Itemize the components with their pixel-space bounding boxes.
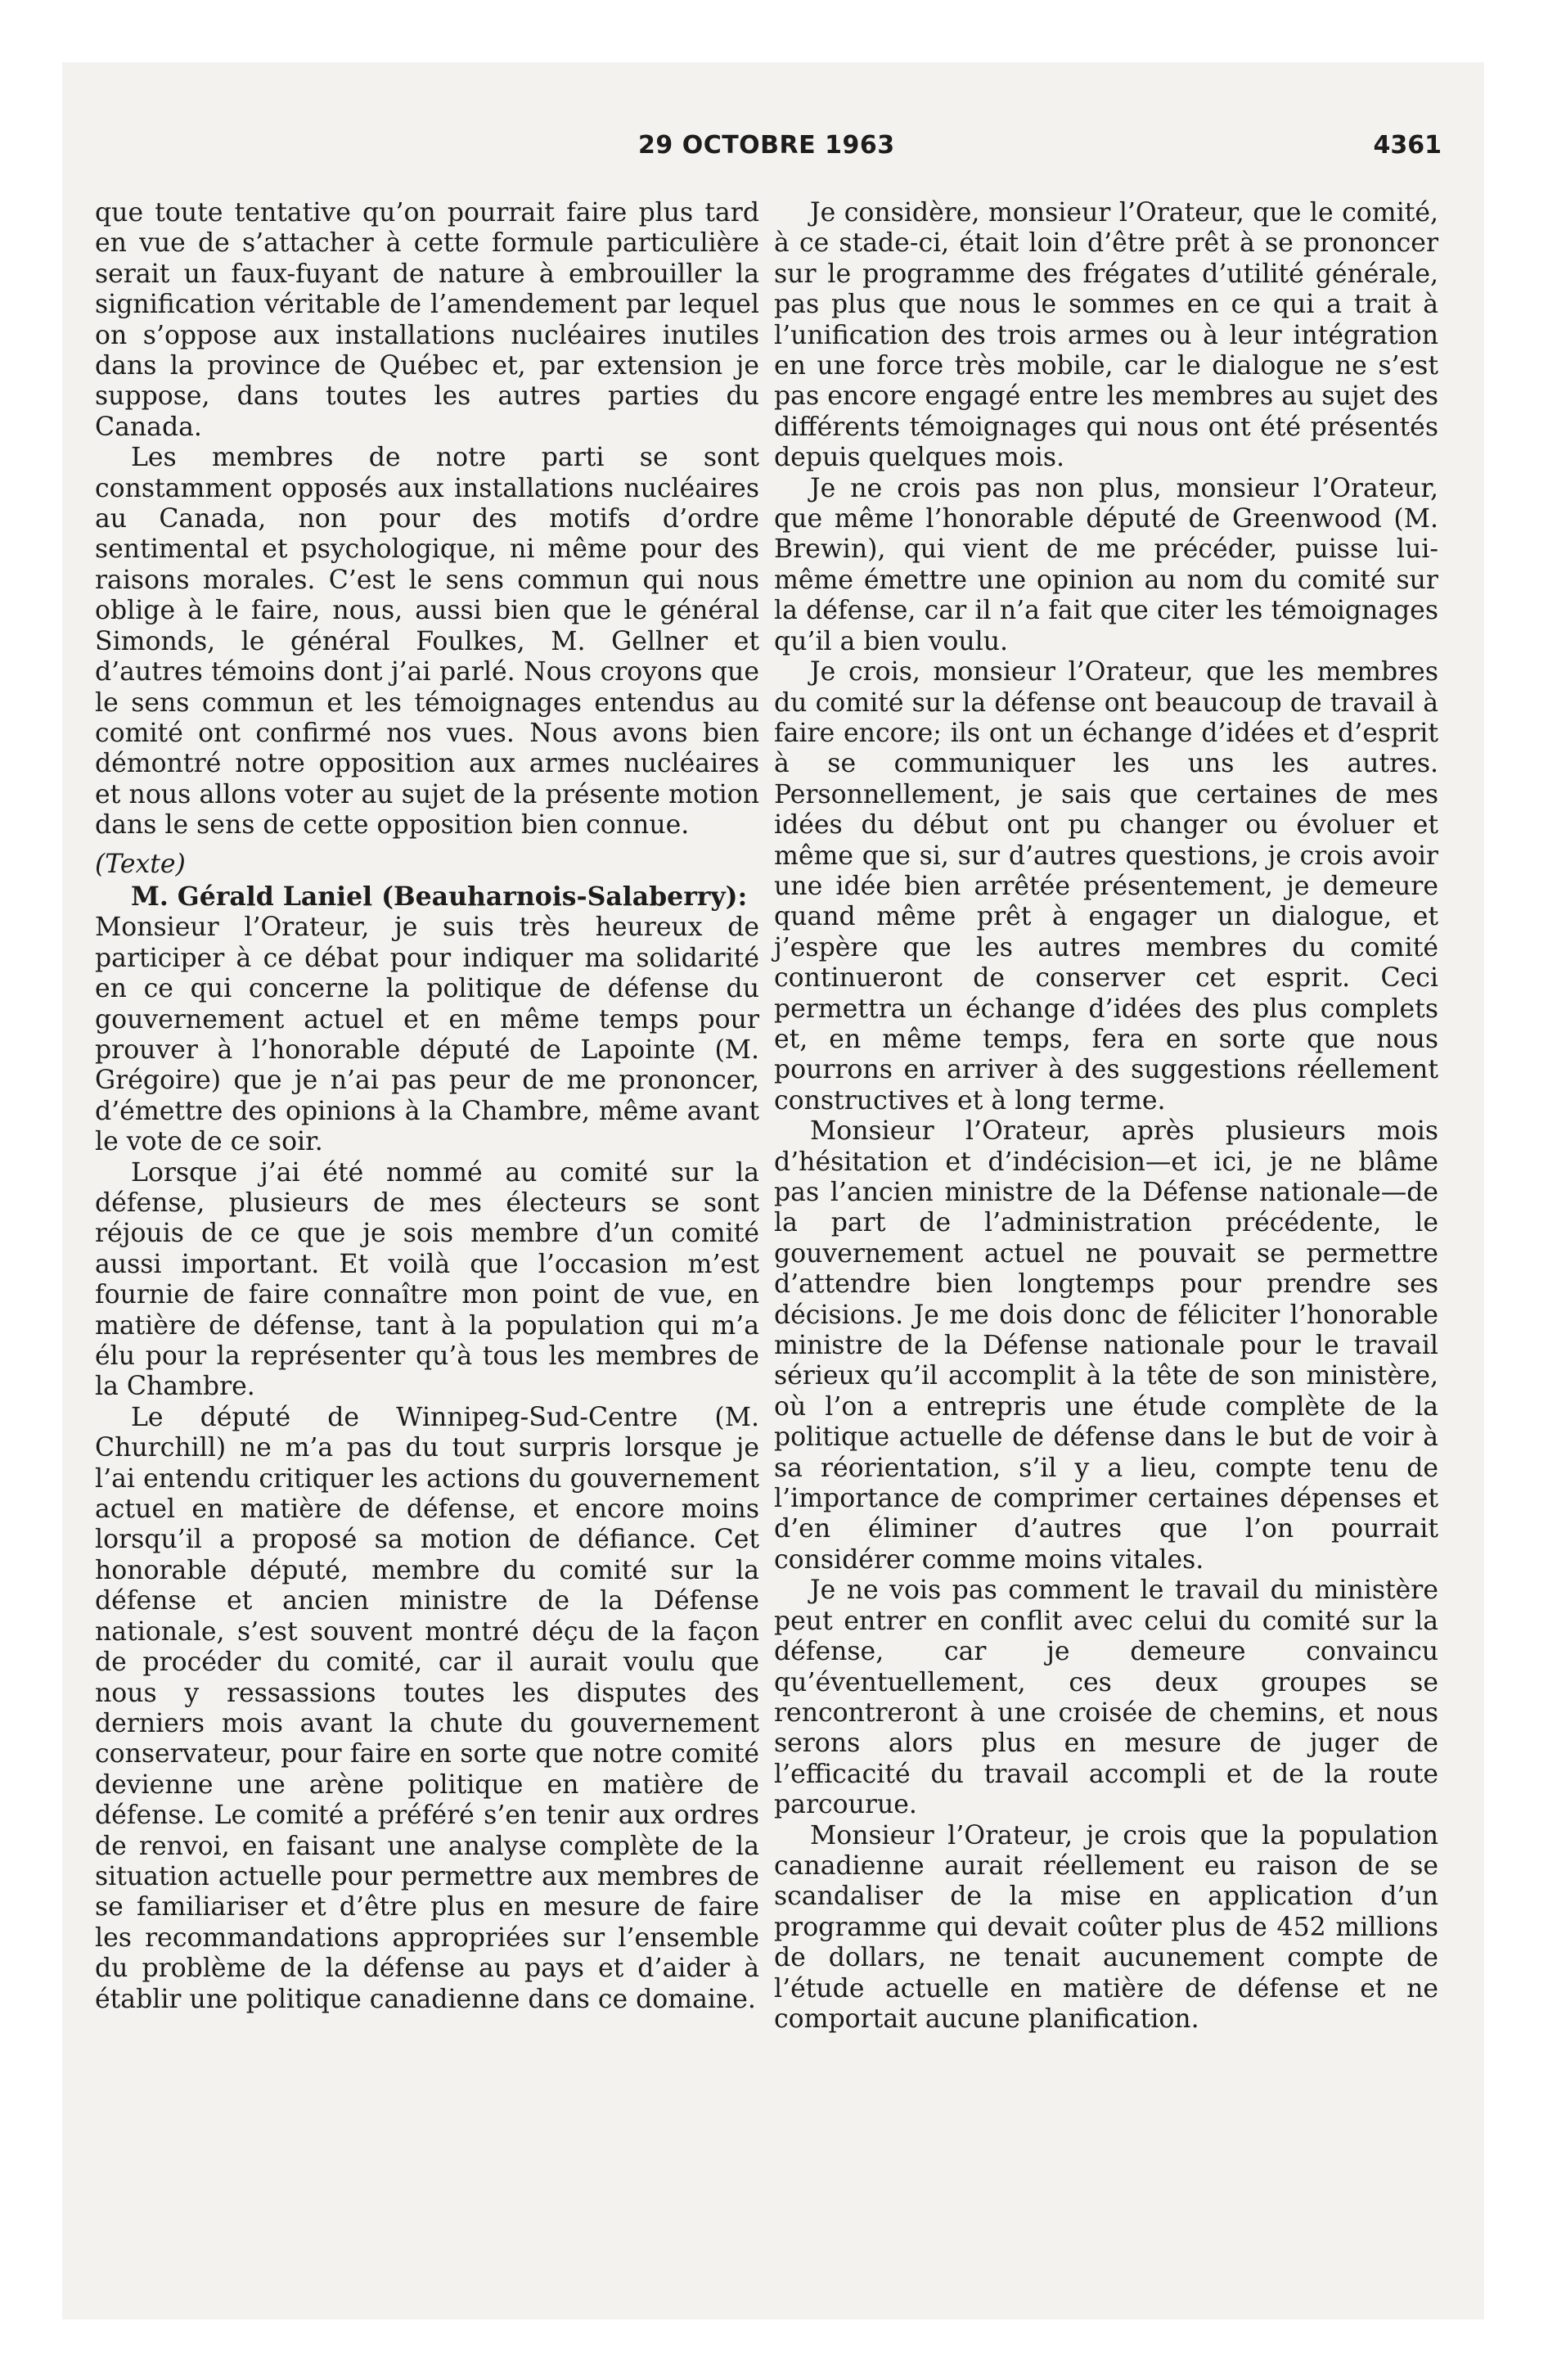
speech-text: Monsieur l’Orateur, je suis très heureux de participer à ce débat pour indiquer ma solidarité en ce qui concerne la politique de défense du gouvernement actuel et en même temps pour prouver à l’honorable député de Lapointe (M. Grégoire) que je n’ai pas peur de me prononcer, d’émettre des opinions à la Chambre, même avant le vote de ce soir. [95,913,759,1157]
right-column [774,198,1438,2035]
paragraph: que toute tentative qu’on pourrait faire plus tard en vue de s’attacher à cette formule particulière serait un faux-fuyant de nature à embrouiller la signification véritable de l’amendement par lequel on s’oppose aux installations nucléaires inutiles dans la province de Québec et, par extension je suppose, dans toutes les autres parties du Canada. [95,198,759,442]
paragraph: Monsieur l’Orateur, je crois que la population canadienne aurait réellement eu raison de se scandaliser de la mise en application d’un programme qui devait coûter plus de 452 millions de dollars, ne tenait aucunement compte de l’étude actuelle en matière de défense et ne comportait aucune planification. [774,1820,1438,2034]
paragraph: Monsieur l’Orateur, après plusieurs mois d’hésitation et d’indécision—et ici, je ne blâme pas l’ancien ministre de la Défense nationale—de la part de l’administration précédente, le gouvernement actuel ne pouvait se permettre d’attendre bien longtemps pour prendre ses décisions. Je me dois donc de féliciter l’honorable ministre de la Défense nationale pour le travail sérieux qu’il accomplit à la tête de son ministère, où l’on a entrepris une étude complète de la politique actuelle de défense dans le but de voir à sa réorientation, s’il y a lieu, compte tenu de l’importance de comprimer certaines dépenses et d’en éliminer d’autres que l’on pourrait considérer comme moins vitales. [774,1116,1438,1575]
paragraph: Je ne vois pas comment le travail du ministère peut entrer en conflit avec celui du comité sur la défense, car je demeure convaincu qu’éventuellement, ces deux groupes se rencontreront à une croisée de chemins, et nous serons alors plus en mesure de juger de l’efficacité du travail accompli et de la route parcourue. [774,1575,1438,1820]
paragraph: Lorsque j’ai été nommé au comité sur la défense, plusieurs de mes électeurs se sont réjouis de ce que je sois membre d’un comité aussi important. Et voilà que l’occasion m’est fournie de faire connaître mon point de vue, en matière de défense, tant à la population qui m’a élu pour la représenter qu’à tous les membres de la Chambre. [95,1157,759,1402]
text-label: (Texte) [95,849,186,879]
page-header [62,131,1484,172]
scanned-page [62,62,1484,2319]
left-column [95,198,759,2015]
paragraph: Je crois, monsieur l’Orateur, que les membres du comité sur la défense ont beaucoup de travail à faire encore; ils ont un échange d’idées et d’esprit à se communiquer les uns les autres. Personnellement, je sais que certaines de mes idées du début ont pu changer ou évoluer et même que si, sur d’autres questions, je crois avoir une idée bien arrêtée présentement, je demeure quand même prêt à engager un dialogue, et j’espère que les autres membres du comité continueront de conserver cet esprit. Ceci permettra un échange d’idées des plus complets et, en même temps, fera en sorte que nous pourrons en arriver à des suggestions réellement constructives et à long terme. [774,657,1438,1116]
page-number: 4361 [1373,131,1442,160]
paragraph: Le député de Winnipeg-Sud-Centre (M. Churchill) ne m’a pas du tout surpris lorsque je l’ai entendu critiquer les actions du gouvernement actuel en matière de défense, et encore moins lorsqu’il a proposé sa motion de défiance. Cet honorable député, membre du comité sur la défense et ancien ministre de la Défense nationale, s’est souvent montré déçu de la façon de procéder du comité, car il aurait voulu que nous y ressassions toutes les disputes des derniers mois avant la chute du gouvernement conservateur, pour faire en sorte que notre comité devienne une arène politique en matière de défense. Le comité a préféré s’en tenir aux ordres de renvoi, en faisant une analyse complète de la situation actuelle pour permettre aux membres de se familiariser et d’être plus en mesure de faire les recommandations appropriées sur l’ensemble du problème de la défense au pays et d’aider à établir une politique canadienne dans ce domaine. [95,1402,759,2014]
page-date: 29 OCTOBRE 1963 [638,131,895,160]
paragraph: Je considère, monsieur l’Orateur, que le comité, à ce stade-ci, était loin d’être prêt à se prononcer sur le programme des frégates d’utilité générale, pas plus que nous le sommes en ce qui a trait à l’unification des trois armes ou à leur intégration en une force très mobile, car le dialogue ne s’est pas encore engagé entre les membres au sujet des différents témoignages qui nous ont été présentés depuis quelques mois. [774,198,1438,473]
paragraph: Les membres de notre parti se sont constamment opposés aux installations nucléaires au Canada, non pour des motifs d’ordre sentimental et psychologique, ni même pour des raisons morales. C’est le sens commun qui nous oblige à le faire, nous, aussi bien que le général Simonds, le général Foulkes, M. Gellner et d’autres témoins dont j’ai parlé. Nous croyons que le sens commun et les témoignages entendus au comité ont confirmé nos vues. Nous avons bien démontré notre opposition aux armes nucléaires et nous allons voter au sujet de la présente motion dans le sens de cette opposition bien connue. [95,443,759,841]
speaker-name: M. Gérald Laniel (Beauharnois-Salaberry): [131,881,748,912]
speaker-paragraph [95,881,759,1158]
paragraph: Je ne crois pas non plus, monsieur l’Orateur, que même l’honorable député de Greenwood (M. Brewin), qui vient de me précéder, puisse lui-même émettre une opinion au nom du comité sur la défense, car il n’a fait que citer les témoignages qu’il a bien voulu. [774,473,1438,656]
